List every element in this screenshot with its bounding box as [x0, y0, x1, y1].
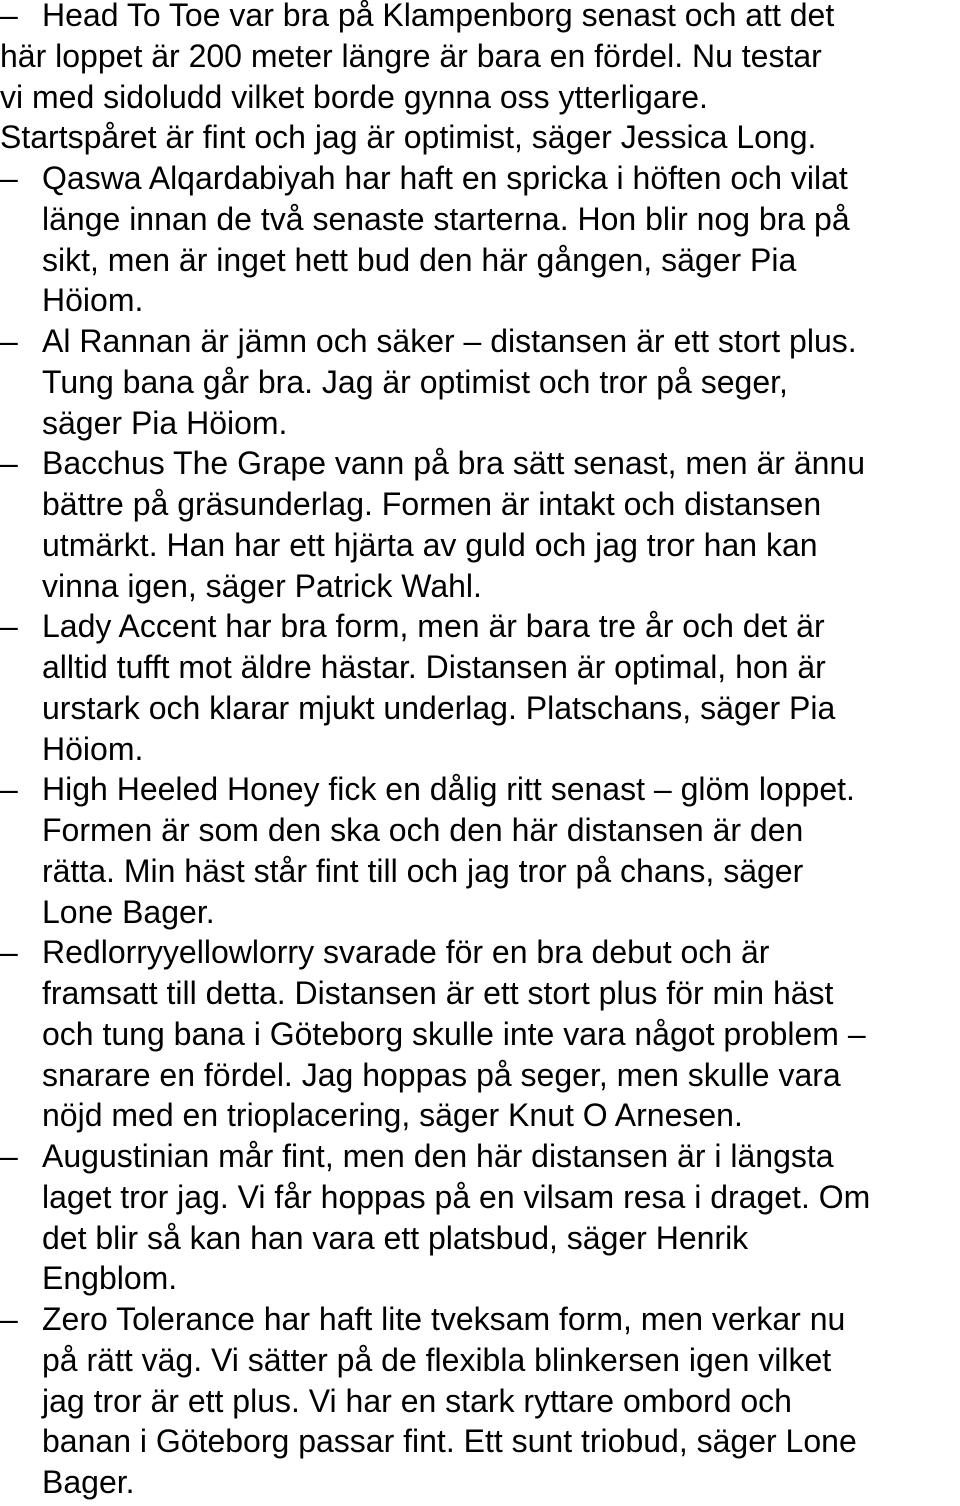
text-line: Höiom. [42, 282, 144, 319]
text-line: här loppet är 200 meter längre är bara en fördel. Nu testar [0, 37, 822, 74]
text-line: Formen är som den ska och den här distansen är den [42, 812, 804, 848]
text-line: bättre på gräsunderlag. Formen är intakt och distansen [42, 486, 822, 522]
dash-bullet: – [0, 771, 18, 808]
text-line: Al Rannan är jämn och säker – distansen är ett stort plus. [42, 323, 857, 359]
paragraph-head-to-toe [0, 0, 960, 158]
paragraph-text [42, 443, 960, 606]
paragraph-text [42, 769, 960, 932]
text-line: laget tror jag. Vi får hoppas på en vilsam resa i draget. Om [42, 1178, 871, 1215]
text-line: Lady Accent har bra form, men är bara tre år och det är [42, 608, 825, 645]
text-line: länge innan de två senaste starterna. Hon blir nog bra på [42, 200, 850, 237]
text-line: vinna igen, säger Patrick Wahl. [42, 567, 482, 604]
text-line: framsatt till detta. Distansen är ett stort plus för min häst [42, 975, 834, 1011]
text-line: Bacchus The Grape vann på bra sätt senast, men är ännu [42, 445, 866, 482]
dash-bullet: – [0, 934, 18, 971]
dash-bullet: – [0, 1138, 18, 1174]
paragraph-text [42, 158, 960, 321]
paragraph-augustinian [0, 1136, 960, 1299]
paragraph-bacchus-the-grape [0, 443, 960, 606]
paragraph-high-heeled-honey [0, 769, 960, 932]
text-line: Qaswa Alqardabiyah har haft en spricka i höften och vilat [42, 160, 848, 196]
text-line: alltid tufft mot äldre hästar. Distansen är optimal, hon är [42, 649, 826, 685]
text-line: High Heeled Honey fick en dålig ritt senast – glöm loppet. [42, 771, 855, 808]
text-line: Engblom. [42, 1260, 178, 1297]
text-line: Höiom. [42, 730, 144, 767]
text-line: Lone Bager. [42, 893, 215, 930]
paragraph-al-rannan [0, 321, 960, 443]
paragraph-text [42, 1299, 960, 1503]
text-line: jag tror är ett plus. Vi har en stark ryttare ombord och [42, 1382, 792, 1419]
paragraph-text [42, 321, 960, 443]
paragraph-lady-accent [0, 606, 960, 769]
text-line: Redlorryyellowlorry svarade för en bra debut och är [42, 934, 770, 971]
text-line: säger Pia Höiom. [42, 404, 288, 441]
paragraph-text [42, 1136, 960, 1299]
dash-bullet: – [0, 608, 18, 645]
paragraph-text [42, 932, 960, 1136]
text-line: Augustinian mår fint, men den här distansen är i längsta [42, 1138, 834, 1174]
dash-bullet: – [0, 160, 18, 196]
dash-bullet: – [0, 0, 18, 33]
text-line: Zero Tolerance har haft lite tveksam form, men verkar nu [42, 1301, 846, 1337]
paragraph-qaswa-alqardabiyah [0, 158, 960, 321]
text-line: nöjd med en trioplacering, säger Knut O Arnesen. [42, 1097, 743, 1134]
text-line: och tung bana i Göteborg skulle inte vara något problem – [42, 1015, 866, 1052]
text-line: vi med sidoludd vilket borde gynna oss ytterligare. [0, 78, 708, 115]
text-line: Bager. [42, 1464, 135, 1500]
paragraph-text [0, 0, 960, 158]
paragraph-zero-tolerance [0, 1299, 960, 1503]
text-line: rätta. Min häst står fint till och jag tror på chans, säger [42, 852, 804, 889]
paragraph-redlorryyellowlorry [0, 932, 960, 1136]
dash-bullet: – [0, 1301, 18, 1337]
dash-bullet: – [0, 323, 18, 359]
text-line: Startspåret är fint och jag är optimist, säger Jessica Long. [0, 119, 817, 156]
text-line: sikt, men är inget hett bud den här gången, säger Pia [42, 241, 797, 278]
text-line: urstark och klarar mjukt underlag. Platschans, säger Pia [42, 689, 836, 726]
text-line: banan i Göteborg passar fint. Ett sunt triobud, säger Lone [42, 1423, 857, 1460]
text-line: snarare en fördel. Jag hoppas på seger, men skulle vara [42, 1056, 841, 1093]
paragraph-text [42, 606, 960, 769]
text-line: det blir så kan han vara ett platsbud, säger Henrik [42, 1219, 749, 1256]
text-line: utmärkt. Han har ett hjärta av guld och jag tror han kan [42, 526, 818, 563]
text-line: Tung bana går bra. Jag är optimist och tror på seger, [42, 363, 788, 400]
dash-bullet: – [0, 445, 18, 482]
text-line: på rätt väg. Vi sätter på de flexibla blinkersen igen vilket [42, 1341, 832, 1378]
text-line: Head To Toe var bra på Klampenborg senast och att det [42, 0, 835, 33]
